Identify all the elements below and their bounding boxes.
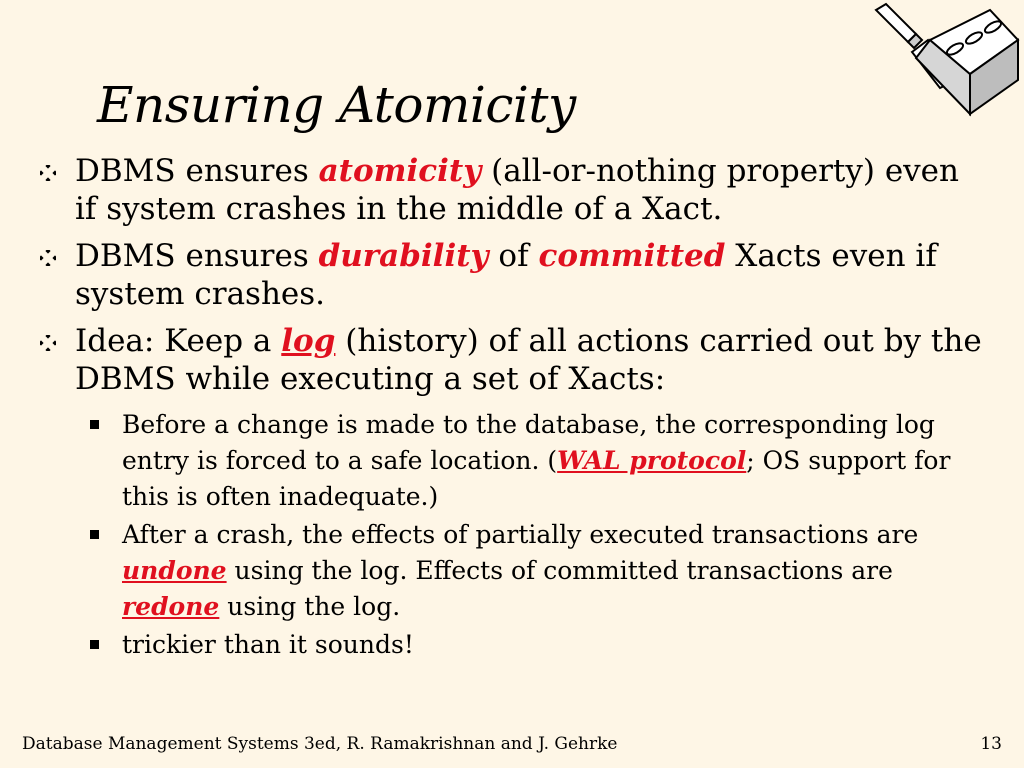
footer-text: Database Management Systems 3ed, R. Ramakrishnan and J. Gehrke (22, 734, 618, 754)
bullet-text: Before a change is made to the database, the corresponding log entry is forced to a safe location. ( (122, 410, 935, 475)
bullet-text: using the log. (219, 592, 401, 621)
bullet-text: ; OS support for this is often inadequate.) (122, 446, 951, 511)
emphasized-term: redone (122, 592, 220, 621)
slide-title: Ensuring Atomicity (97, 76, 576, 134)
bullet-text: DBMS ensures (75, 238, 319, 274)
square-bullet-icon (90, 640, 99, 649)
slide-content (40, 152, 990, 665)
bullet-text: trickier than it sounds! (122, 630, 414, 659)
emphasized-term: atomicity (318, 153, 482, 189)
page-number: 13 (980, 734, 1002, 754)
bullet-item (40, 322, 990, 398)
bullet-text: of (488, 238, 539, 274)
bullet-text: (all-or-nothing property) even if system crashes in the middle of a Xact. (75, 153, 959, 227)
bullet-item (40, 237, 990, 313)
bullet-text: After a crash, the effects of partially executed transactions are (122, 520, 919, 549)
diamond-bullet-icon (40, 250, 56, 266)
emphasized-term: durability (318, 238, 489, 274)
bullet-text: Idea: Keep a (75, 323, 282, 359)
diamond-bullet-icon (40, 165, 56, 181)
bullet-text: (history) of all actions carried out by the DBMS while executing a set of Xacts: (75, 323, 982, 397)
emphasized-term: log (281, 323, 336, 359)
square-bullet-icon (90, 420, 99, 429)
diamond-bullet-icon (40, 335, 56, 351)
emphasized-term: committed (538, 238, 726, 274)
brick-trowel-icon (870, 2, 1020, 117)
emphasized-term: WAL protocol (557, 446, 747, 475)
bullet-list (40, 152, 990, 663)
sub-bullet-item (40, 517, 990, 625)
square-bullet-icon (90, 530, 99, 539)
bullet-text: using the log. Effects of committed transactions are (226, 556, 893, 585)
sub-bullet-item (40, 407, 990, 515)
bullet-text: Xacts even if system crashes. (75, 238, 937, 312)
bullet-item (40, 152, 990, 228)
bullet-text: DBMS ensures (75, 153, 319, 189)
emphasized-term: undone (122, 556, 227, 585)
sub-bullet-item (40, 627, 990, 663)
